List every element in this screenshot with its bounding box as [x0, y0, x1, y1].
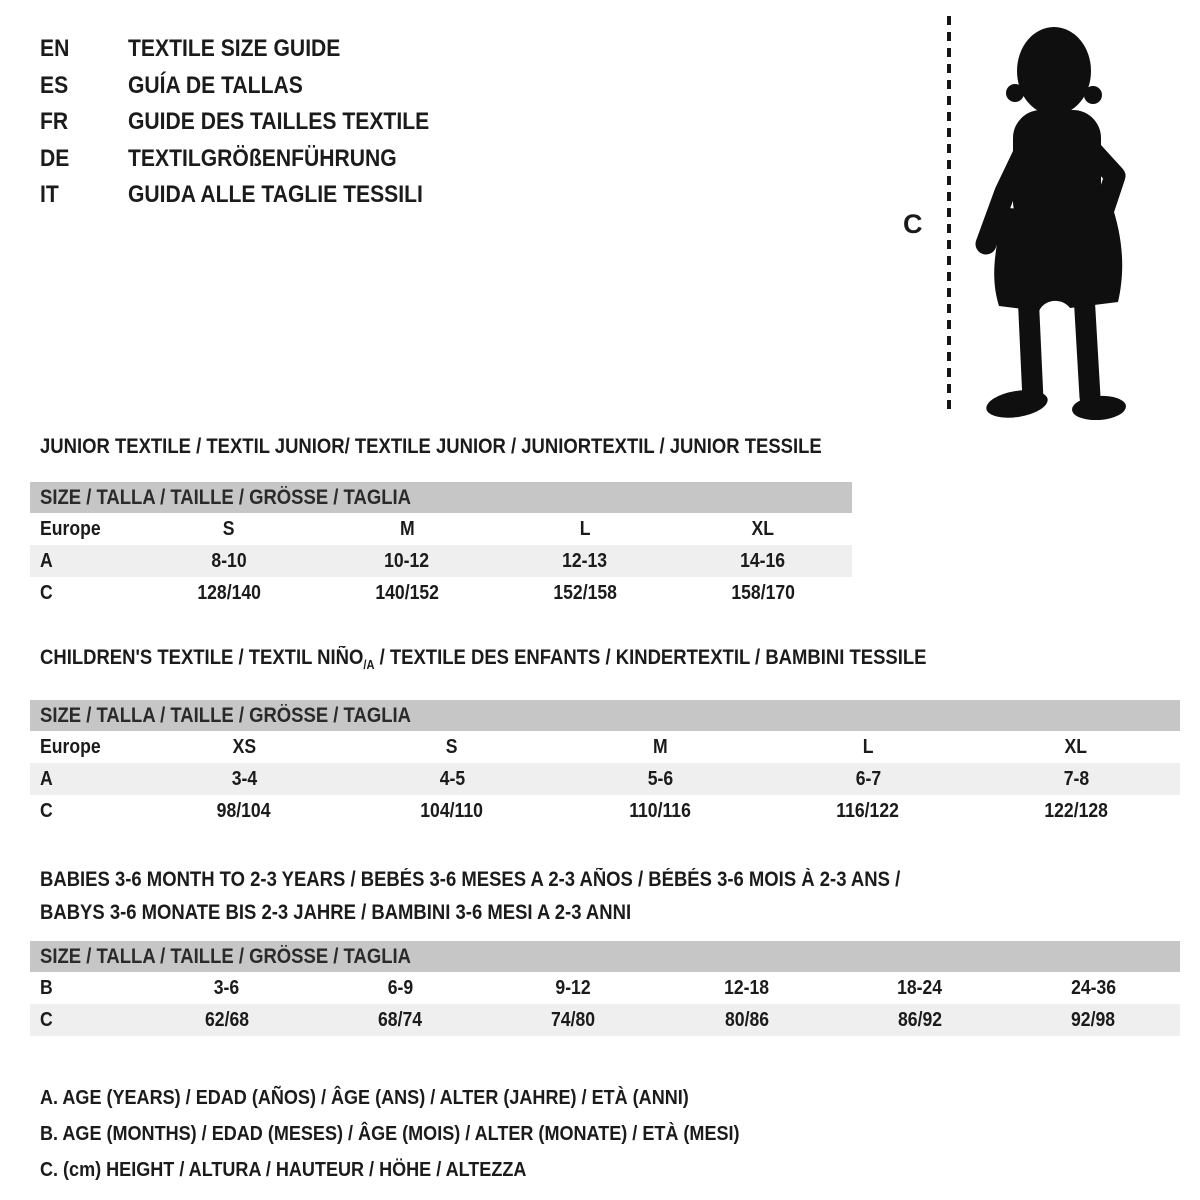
language-title-list: [40, 31, 470, 214]
babies-title-line-1: BABIES 3-6 MONTH TO 2-3 YEARS / BEBÉS 3-6 MESES A 2-3 AÑOS / BÉBÉS 3-6 MOIS À 2-3 ANS /: [40, 868, 901, 892]
language-code: EN: [40, 35, 70, 62]
row-label: Europe: [40, 735, 101, 758]
height-cell: 74/80: [487, 1004, 660, 1036]
table-row: [30, 763, 1180, 795]
age-cell: 5-6: [556, 763, 764, 795]
table-row: [30, 577, 852, 609]
age-cell: 18-24: [897, 976, 943, 999]
height-cell: 110/116: [629, 799, 691, 822]
height-dashed-line: [947, 16, 951, 416]
row-label: Europe: [40, 517, 101, 540]
babies-title-line-2: BABYS 3-6 MONATE BIS 2-3 JAHRE / BAMBINI 3-6 MESI A 2-3 ANNI: [40, 901, 632, 925]
table-row: [30, 731, 1180, 763]
guide-title-es: GUÍA DE TALLAS: [128, 71, 303, 99]
age-cell: 3-6: [213, 976, 240, 999]
table-row: [30, 513, 852, 545]
age-cell: 6-9: [387, 976, 413, 999]
children-section-title: CHILDREN'S TEXTILE / TEXTIL $NIÑO_{/A}$ / TEXTILE DES ENFANTS / KINDERTEXTIL / BAMBINI TESSILE: [40, 646, 927, 673]
junior-section-title: JUNIOR TEXTILE / TEXTIL JUNIOR/ TEXTILE JUNIOR / JUNIORTEXTIL / JUNIOR TESSILE: [40, 435, 822, 458]
height-cell: 68/74: [313, 1004, 486, 1036]
language-row-en: [40, 31, 470, 68]
height-cell: 104/110: [420, 799, 484, 822]
height-cell: 152/158: [553, 581, 617, 604]
height-cell: 116/122: [836, 799, 900, 822]
table-row: [30, 972, 1180, 1004]
height-cell: 98/104: [217, 799, 271, 822]
size-cell: L: [862, 735, 874, 758]
height-measure-label: C: [903, 209, 923, 239]
language-code: IT: [40, 181, 59, 208]
age-cell: 12-13: [496, 545, 674, 577]
toddler-silhouette-image: [972, 10, 1142, 420]
size-cell: L: [579, 517, 591, 540]
row-label: A: [30, 545, 140, 577]
age-cell: 8-10: [140, 545, 318, 577]
children-size-table: [30, 700, 1180, 827]
language-row-it: [40, 177, 470, 214]
age-cell: 10-12: [318, 545, 496, 577]
height-cell: 62/68: [140, 1004, 313, 1036]
age-cell: 4-5: [348, 763, 556, 795]
size-header-bar: [30, 482, 852, 513]
babies-section-title: [40, 863, 1200, 929]
guide-title-fr: GUIDE DES TAILLES TEXTILE: [128, 108, 430, 135]
row-label: C: [30, 1004, 140, 1036]
measurement-legend: [40, 1080, 1200, 1188]
table-row: [30, 1004, 1180, 1036]
header-area: [0, 0, 1200, 436]
guide-title-en: TEXTILE SIZE GUIDE: [128, 35, 341, 62]
height-cell: 86/92: [833, 1004, 1006, 1036]
height-cell: 158/170: [731, 581, 795, 604]
nino-a-subscript: /A: [363, 658, 375, 673]
language-code: DE: [40, 144, 70, 172]
height-cell: 122/128: [1044, 799, 1108, 822]
size-header-label: SIZE / TALLA / TAILLE / GRÖSSE / TAGLIA: [40, 944, 411, 968]
row-label: C: [40, 799, 53, 822]
size-cell: M: [652, 735, 668, 758]
size-cell: XL: [1064, 735, 1088, 758]
size-header-bar: [30, 700, 1180, 731]
height-cell: 80/86: [660, 1004, 833, 1036]
size-header-label: SIZE / TALLA / TAILLE / GRÖSSE / TAGLIA: [40, 485, 411, 509]
age-cell: 12-18: [724, 976, 770, 999]
height-cell: 140/152: [375, 581, 439, 604]
size-cell: M: [399, 517, 415, 540]
guide-title-it: GUIDA ALLE TAGLIE TESSILI: [128, 181, 423, 208]
babies-size-table: [30, 941, 1180, 1036]
table-row: [30, 545, 852, 577]
legend-line-c: C. (cm) HEIGHT / ALTURA / HAUTEUR / HÖHE / ALTEZZA: [40, 1158, 527, 1182]
row-label: C: [40, 581, 53, 604]
row-label: A: [30, 763, 140, 795]
legend-line-a: A. AGE (YEARS) / EDAD (AÑOS) / ÂGE (ANS) / ALTER (JAHRE) / ETÀ (ANNI): [40, 1086, 689, 1110]
language-row-fr: [40, 104, 470, 141]
age-cell: 24-36: [1070, 976, 1116, 999]
language-row-es: [40, 68, 470, 105]
size-header-label: SIZE / TALLA / TAILLE / GRÖSSE / TAGLIA: [40, 703, 411, 727]
size-cell: XL: [751, 517, 775, 540]
height-cell: 128/140: [197, 581, 261, 604]
size-cell: XS: [232, 735, 256, 758]
size-cell: S: [223, 517, 235, 540]
language-row-de: [40, 141, 470, 178]
guide-title-de: TEXTILGRÖßENFÜHRUNG: [128, 144, 397, 172]
age-cell: 7-8: [972, 763, 1180, 795]
age-cell: 9-12: [555, 976, 591, 999]
age-cell: 3-4: [140, 763, 348, 795]
height-cell: 92/98: [1007, 1004, 1180, 1036]
junior-size-table: [30, 482, 852, 609]
age-cell: 14-16: [674, 545, 852, 577]
language-code: ES: [40, 71, 69, 99]
table-row: [30, 795, 1180, 827]
size-header-bar: [30, 941, 1180, 972]
language-code: FR: [40, 108, 69, 135]
age-cell: 6-7: [764, 763, 972, 795]
legend-line-b: B. AGE (MONTHS) / EDAD (MESES) / ÂGE (MOIS) / ALTER (MONATE) / ETÀ (MESI): [40, 1122, 740, 1146]
row-label: B: [40, 976, 53, 999]
size-cell: S: [446, 735, 458, 758]
